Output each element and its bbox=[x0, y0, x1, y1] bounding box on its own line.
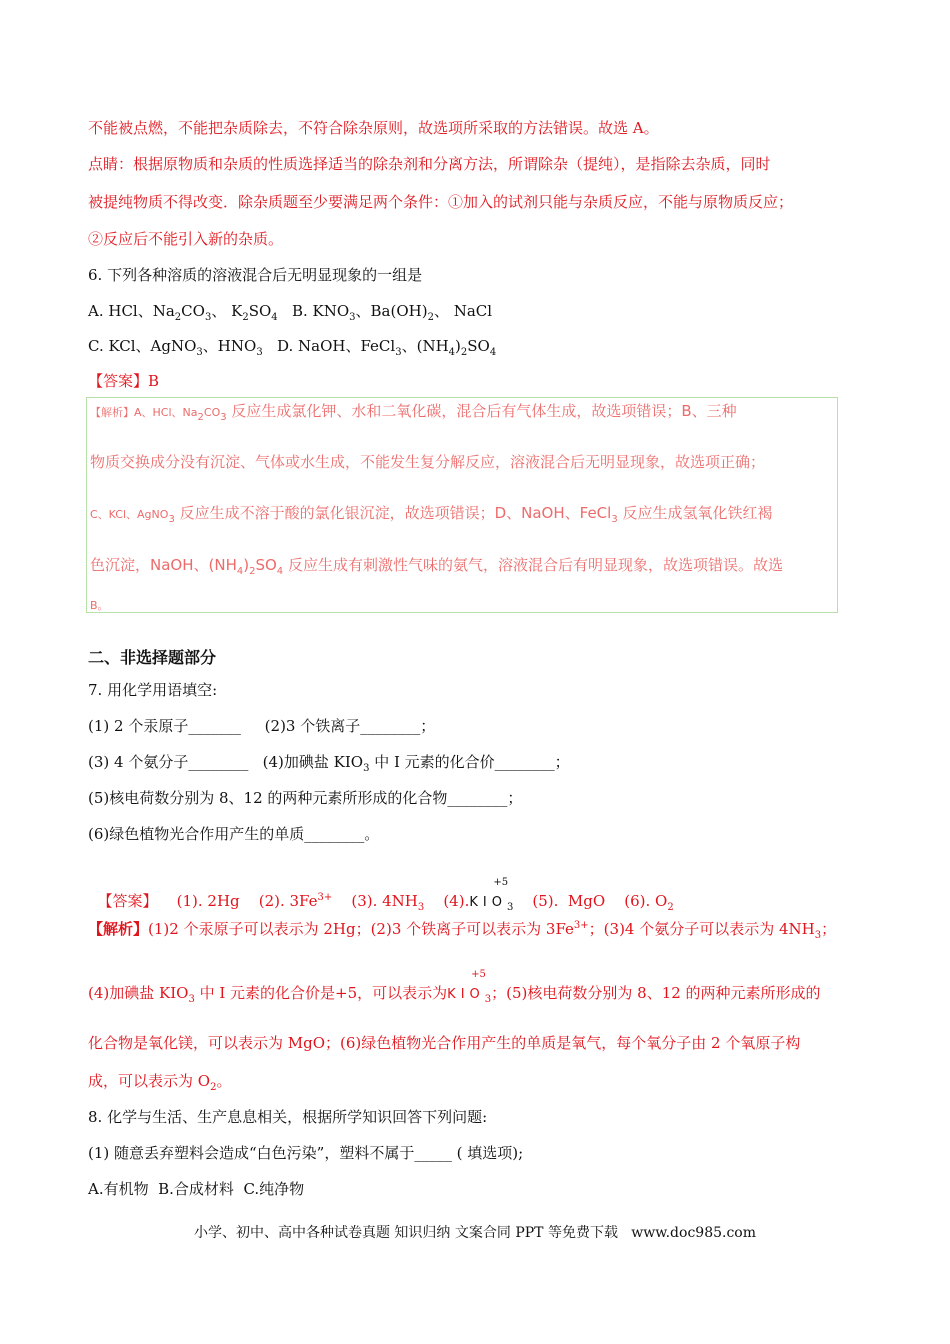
q7-analysis-line-3: 化合物是氧化镁，可以表示为 MgO；(6)绿色植物光合作用产生的单质是氧气，每个氧分子由 2 个氧原子构 bbox=[88, 1034, 801, 1052]
q7-analysis-line-4: 成，可以表示为 $O_2$。 bbox=[88, 1072, 232, 1093]
analysis-line-2: 物质交换成分没有沉淀、气体或水生成，不能发生复分解反应，溶液混合后无明显现象，故选项正确； bbox=[90, 453, 766, 471]
para-line-4: ②反应后不能引入新的杂质。 bbox=[88, 230, 284, 248]
analysis-line-5: B。 bbox=[90, 599, 109, 612]
q7-stem: 7. 用化学用语填空: bbox=[88, 681, 218, 699]
answer-tag: 【答案】 bbox=[88, 372, 149, 390]
valence-notation: +5 $KIO_3$ bbox=[469, 877, 514, 913]
analysis-line-1: 【解析】A、HCl、$Na_2CO_3$ 反应生成氯化钾、水和二氧化碳，混合后有气体生成，故选项错误；B、三种 bbox=[90, 402, 737, 423]
analysis-line-4: 色沉淀，NaOH、$(NH_4)_2SO_4$ 反应生成有刺激性气味的氨气，溶液混合后有明显现象，故选项错误。故选 bbox=[90, 556, 783, 577]
q7-line-2: (3) 4 个氨分子________ (4)加碘盐 $KIO_3$ 中 I 元素的化合价________； bbox=[88, 753, 570, 774]
q6-answer bbox=[88, 371, 159, 391]
q7-line-1: (1) 2 个汞原子_______ (2)3 个铁离子________； bbox=[88, 717, 436, 735]
analysis-tag: 【解析】 bbox=[88, 920, 149, 938]
q7-line-3: (5)核电荷数分别为 8、12 的两种元素所形成的化合物________； bbox=[88, 789, 523, 807]
section-title: 二、非选择题部分 bbox=[88, 648, 217, 667]
para-line-2: 点睛：根据原物质和杂质的性质选择适当的除杂剂和分离方法，所谓除杂（提纯），是指除去杂质，同时 bbox=[88, 155, 771, 173]
q7-answer: 【答案】 (1). 2Hg (2). $3Fe^{3+}$ (3). $4NH_3$ (4). +5 $KIO_3$ (5). MgO (6). $O_2$ bbox=[97, 877, 674, 913]
q7-analysis-line-1: 【解析】(1)2 个汞原子可以表示为 2Hg；(2)3 个铁离子可以表示为 $3Fe^{3+}$；(3)4 个氨分子可以表示为 $4NH_3$； bbox=[88, 920, 837, 941]
q6-options-cd: C. KCl、AgNO$_3$、$HNO_3$ D. NaOH、FeCl$_3$、$(NH_4)_2SO_4$ bbox=[88, 337, 497, 358]
para-line-1: 不能被点燃，不能把杂质除去，不符合除杂原则，故选项所采取的方法错误。故选 A。 bbox=[88, 119, 659, 137]
page-footer: 小学、初中、高中各种试卷真题 知识归纳 文案合同 PPT 等免费下载 www.doc985.com bbox=[193, 1225, 756, 1241]
q7-line-4: (6)绿色植物光合作用产生的单质________。 bbox=[88, 825, 380, 843]
q7-analysis-line-2: (4)加碘盐 $KIO_3$ 中 I 元素的化合价是+5，可以表示为 +5 $KIO_3$；(5)核电荷数分别为 8、12 的两种元素所形成的 bbox=[88, 969, 821, 1005]
q6-stem: 6. 下列各种溶质的溶液混合后无明显现象的一组是 bbox=[88, 266, 423, 284]
answer-value: B bbox=[148, 372, 160, 390]
q6-options-ab: A. HCl、$Na_2CO_3$、 $K_2SO_4$ B. $KNO_3$、$Ba(OH)_2$、 NaCl bbox=[88, 302, 493, 323]
analysis-line-3: C、KCl、AgNO$_3$ 反应生成不溶于酸的氯化银沉淀，故选项错误；D、NaOH、FeCl$_3$ 反应生成氢氧化铁红褐 bbox=[90, 504, 773, 525]
q8-line-1: (1) 随意丢弃塑料会造成“白色污染”，塑料不属于_____ ( 填选项); bbox=[88, 1144, 524, 1162]
answer-tag: 【答案】 bbox=[97, 892, 158, 910]
q8-stem: 8. 化学与生活、生产息息相关，根据所学知识回答下列问题: bbox=[88, 1108, 488, 1126]
q8-line-2: A.有机物 B.合成材料 C.纯净物 bbox=[88, 1180, 305, 1198]
para-line-3: 被提纯物质不得改变．除杂质题至少要满足两个条件：①加入的试剂只能与杂质反应，不能与原物质反应； bbox=[88, 193, 794, 211]
valence-notation: +5 $KIO_3$ bbox=[447, 969, 492, 1005]
